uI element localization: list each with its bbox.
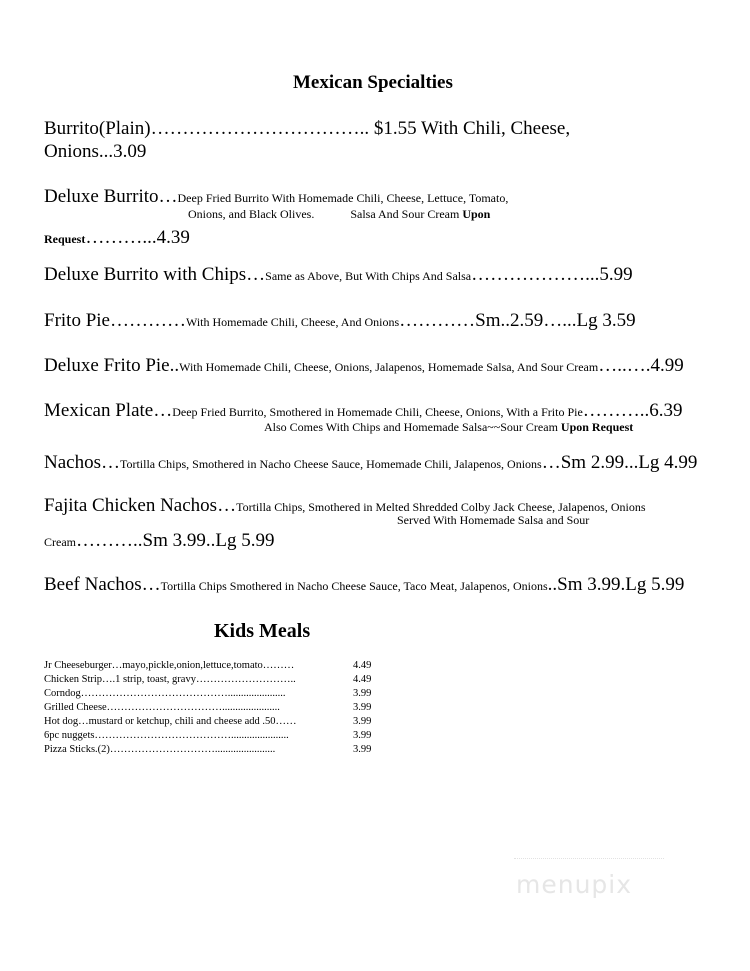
fajita-price-line bbox=[44, 530, 274, 552]
menu-item-deluxe-frito-pie bbox=[44, 355, 684, 377]
item-name: Beef Nachos… bbox=[44, 574, 161, 595]
deluxe-burrito-price-line bbox=[44, 227, 190, 249]
kids-item-6 bbox=[44, 730, 289, 741]
mexican-plate-note bbox=[264, 420, 633, 435]
item-desc: Deep Fried Burrito, Smothered in Homemade Chili, Cheese, Onions, With a Frito Pie bbox=[172, 405, 583, 419]
item-name: Deluxe Burrito… bbox=[44, 186, 178, 207]
kids-item-1 bbox=[44, 660, 294, 671]
kids-item-2-price: 4.49 bbox=[353, 674, 372, 685]
kids-item-text: Pizza Sticks.(2)…………………………....................... bbox=[44, 744, 276, 755]
menu-item-nachos bbox=[44, 452, 697, 474]
menu-item-frito-pie bbox=[44, 310, 636, 332]
item-desc: Cream bbox=[44, 535, 76, 549]
watermark-divider bbox=[514, 858, 664, 859]
kids-item-7-price: 3.99 bbox=[353, 744, 372, 755]
leader-dots: ………... bbox=[85, 227, 157, 248]
kids-item-3 bbox=[44, 688, 286, 699]
item-desc: Same as Above, But With Chips And Salsa bbox=[265, 269, 472, 283]
item-desc: Onions, and Black Olives. bbox=[188, 207, 315, 221]
kids-item-6-price: 3.99 bbox=[353, 730, 372, 741]
item-price: ..Sm 3.99.Lg 5.99 bbox=[547, 574, 685, 595]
menu-item-burrito-line2: Onions...3.09 bbox=[44, 141, 147, 162]
section-title-kids: Kids Meals bbox=[214, 620, 311, 642]
menu-item-deluxe-burrito bbox=[44, 186, 508, 208]
kids-item-2 bbox=[44, 674, 296, 685]
item-desc: Deep Fried Burrito With Homemade Chili, Cheese, Lettuce, Tomato, bbox=[177, 191, 509, 205]
item-name: Fajita Chicken Nachos… bbox=[44, 495, 237, 516]
item-desc: Tortilla Chips Smothered in Nacho Cheese Sauce, Taco Meat, Jalapenos, Onions bbox=[160, 579, 548, 593]
kids-item-5 bbox=[44, 716, 297, 727]
kids-item-1-price: 4.49 bbox=[353, 660, 372, 671]
kids-item-text: Grilled Cheese……………………………...................... bbox=[44, 702, 280, 713]
menu-item-beef-nachos bbox=[44, 574, 684, 596]
item-price: …..….4.99 bbox=[598, 355, 684, 376]
item-desc: Salsa And Sour Cream bbox=[350, 207, 460, 221]
section-title-mexican: Mexican Specialties bbox=[293, 72, 453, 93]
item-name: Deluxe Frito Pie.. bbox=[44, 355, 180, 376]
item-note-bold: Request bbox=[44, 232, 86, 246]
kids-item-text: Jr Cheeseburger…mayo,pickle,onion,lettuce,tomato……… bbox=[44, 660, 295, 671]
kids-item-4 bbox=[44, 702, 280, 713]
item-desc: Also Comes With Chips and Homemade Salsa~~Sour Cream bbox=[264, 420, 558, 434]
item-price: ………..Sm 3.99..Lg 5.99 bbox=[76, 530, 275, 551]
item-price: ………..6.39 bbox=[582, 400, 683, 421]
kids-item-5-price: 3.99 bbox=[353, 716, 372, 727]
item-price: …Sm 2.99...Lg 4.99 bbox=[541, 452, 698, 473]
menu-item-burrito-line1: Burrito(Plain)…………………………….. $1.55 With Chili, Cheese, bbox=[44, 118, 571, 139]
item-desc: Tortilla Chips, Smothered in Melted Shredded Colby Jack Cheese, Jalapenos, Onions bbox=[236, 500, 646, 514]
kids-item-text: Hot dog…mustard or ketchup, chili and cheese add .50…… bbox=[44, 716, 297, 727]
menu-item-deluxe-burrito-chips bbox=[44, 264, 633, 286]
fajita-desc2: Served With Homemade Salsa and Sour bbox=[397, 513, 590, 527]
kids-item-4-price: 3.99 bbox=[353, 702, 372, 713]
item-note-bold: Upon Request bbox=[560, 420, 634, 434]
item-price: 4.39 bbox=[156, 227, 190, 248]
deluxe-burrito-desc2 bbox=[188, 207, 490, 222]
item-price: ………………...5.99 bbox=[471, 264, 633, 285]
item-name: Frito Pie………… bbox=[44, 310, 186, 331]
kids-item-text: Corndog……………………………………...................... bbox=[44, 688, 286, 699]
kids-item-7 bbox=[44, 744, 275, 755]
kids-item-3-price: 3.99 bbox=[353, 688, 372, 699]
item-name: Deluxe Burrito with Chips… bbox=[44, 264, 266, 285]
item-desc: With Homemade Chili, Cheese, Onions, Jalapenos, Homemade Salsa, And Sour Cream bbox=[179, 360, 599, 374]
kids-item-text: 6pc nuggets…………………………………...................... bbox=[44, 730, 289, 741]
item-note-bold: Upon bbox=[462, 207, 491, 221]
item-price: …………Sm..2.59…...Lg 3.59 bbox=[399, 310, 636, 331]
item-desc: With Homemade Chili, Cheese, And Onions bbox=[185, 315, 400, 329]
menupix-watermark: menupix bbox=[516, 870, 633, 899]
kids-item-text: Chicken Strip….1 strip, toast, gravy……………………….. bbox=[44, 674, 296, 685]
item-name: Nachos… bbox=[44, 452, 120, 473]
menu-item-mexican-plate bbox=[44, 400, 683, 422]
item-desc: Tortilla Chips, Smothered in Nacho Cheese Sauce, Homemade Chili, Jalapenos, Onions bbox=[119, 457, 542, 471]
item-name: Mexican Plate… bbox=[44, 400, 173, 421]
